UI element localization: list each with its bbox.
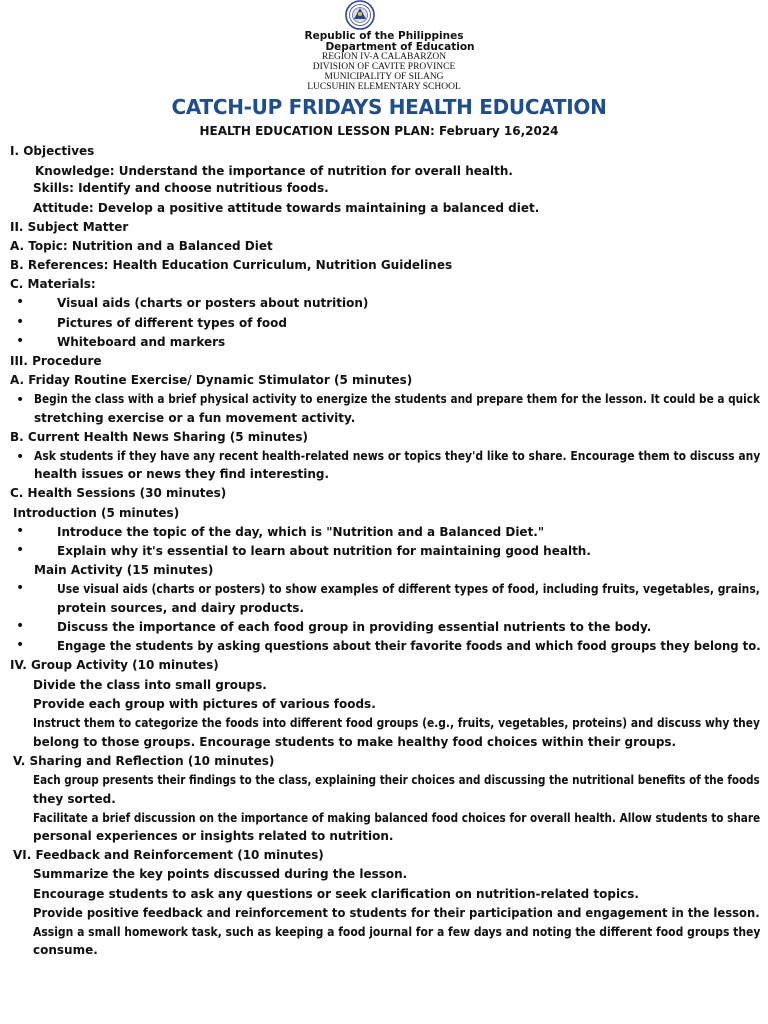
municipality-line: MUNICIPALITY OF SILANG (324, 72, 444, 82)
page-title: CATCH-UP FRIDAYS HEALTH EDUCATION (171, 95, 607, 119)
sharing-line: they sorted. (33, 792, 116, 806)
objective-attitude: Attitude: Develop a positive attitude towards maintaining a balanced diet. (33, 201, 540, 215)
procedure-b-line: Ask students if they have any recent health-related news or topics they'd like to share. Encourage them to discuss any (34, 449, 761, 463)
school-line: LUCSUHIN ELEMENTARY SCHOOL (307, 82, 461, 92)
introduction-item: Introduce the topic of the day, which is "Nutrition and a Balanced Diet." (57, 525, 545, 539)
main-activity-line: Engage the students by asking questions about their favorite foods and which food groups they belong to. (57, 639, 761, 653)
bullet-icon: • (16, 618, 25, 634)
group-activity-heading: IV. Group Activity (10 minutes) (10, 658, 219, 672)
bullet-icon: • (16, 580, 25, 596)
objectives-heading: I. Objectives (10, 144, 95, 158)
feedback-line: consume. (33, 943, 98, 957)
bullet-icon: • (16, 333, 25, 349)
procedure-a-line: Begin the class with a brief physical activity to energize the students and prepare them for the lesson. It could be a quick (34, 392, 761, 406)
feedback-heading: VI. Feedback and Reinforcement (10 minutes) (13, 848, 324, 862)
materials-heading: C. Materials: (10, 277, 96, 291)
procedure-a-line: stretching exercise or a fun movement activity. (34, 411, 356, 425)
bullet-icon: • (16, 392, 25, 408)
feedback-line: Assign a small homework task, such as keeping a food journal for a few days and noting the different food groups they (33, 925, 761, 939)
objective-knowledge: Knowledge: Understand the importance of nutrition for overall health. (35, 164, 513, 178)
introduction-heading: Introduction (5 minutes) (13, 506, 180, 520)
deped-seal-icon (344, 0, 376, 30)
group-activity-line: Divide the class into small groups. (33, 678, 267, 692)
group-activity-line: Instruct them to categorize the foods into different food groups (e.g., fruits, vegetables, proteins) and discuss why they (33, 716, 760, 730)
objective-skills: Skills: Identify and choose nutritious foods. (33, 181, 329, 195)
bullet-icon: • (16, 523, 25, 539)
bullet-icon: • (16, 314, 25, 330)
material-item: Whiteboard and markers (57, 335, 226, 349)
sharing-line: Facilitate a brief discussion on the importance of making balanced food choices for overall health. Allow students to share (33, 811, 761, 825)
bullet-icon: • (16, 542, 25, 558)
main-activity-line: protein sources, and dairy products. (57, 601, 305, 615)
material-item: Visual aids (charts or posters about nutrition) (57, 296, 369, 310)
main-activity-line: Use visual aids (charts or posters) to show examples of different types of food, including fruits, vegetables, grains, (57, 582, 760, 596)
procedure-b-line: health issues or news they find interesting. (34, 467, 330, 481)
group-activity-line: belong to those groups. Encourage students to make healthy food choices within their groups. (33, 735, 677, 749)
procedure-a-heading: A. Friday Routine Exercise/ Dynamic Stimulator (5 minutes) (10, 373, 413, 387)
main-activity-line: Discuss the importance of each food group in providing essential nutrients to the body. (57, 620, 652, 634)
bullet-icon: • (16, 637, 25, 653)
procedure-heading: III. Procedure (10, 354, 102, 368)
bullet-icon: • (16, 294, 25, 310)
sharing-heading: V. Sharing and Reflection (10 minutes) (13, 754, 275, 768)
sharing-line: personal experiences or insights related to nutrition. (33, 829, 394, 843)
bullet-icon: • (16, 449, 25, 465)
division-line: DIVISION OF CAVITE PROVINCE (312, 62, 456, 72)
department-line: Department of Education (325, 41, 475, 53)
feedback-line: Encourage students to ask any questions or seek clarification on nutrition-related topics. (33, 887, 639, 901)
introduction-item: Explain why it's essential to learn about nutrition for maintaining good health. (57, 544, 591, 558)
procedure-b-heading: B. Current Health News Sharing (5 minutes) (10, 430, 308, 444)
group-activity-line: Provide each group with pictures of various foods. (33, 697, 376, 711)
republic-line: Republic of the Philippines (304, 30, 464, 42)
material-item: Pictures of different types of food (57, 316, 287, 330)
subject-topic: A. Topic: Nutrition and a Balanced Diet (10, 239, 273, 253)
sharing-line: Each group presents their findings to the class, explaining their choices and discussing the nutritional benefits of the foods (33, 773, 760, 787)
main-activity-heading: Main Activity (15 minutes) (34, 563, 214, 577)
feedback-line: Provide positive feedback and reinforcement to students for their participation and engagement in the lesson. (33, 906, 760, 920)
feedback-line: Summarize the key points discussed during the lesson. (33, 867, 408, 881)
subject-matter-heading: II. Subject Matter (10, 220, 129, 234)
lesson-plan-subtitle: HEALTH EDUCATION LESSON PLAN: February 16,2024 (199, 124, 559, 138)
subject-references: B. References: Health Education Curriculum, Nutrition Guidelines (10, 258, 453, 272)
region-line: REGION IV-A CALABARZON (321, 52, 447, 62)
procedure-c-heading: C. Health Sessions (30 minutes) (10, 486, 227, 500)
